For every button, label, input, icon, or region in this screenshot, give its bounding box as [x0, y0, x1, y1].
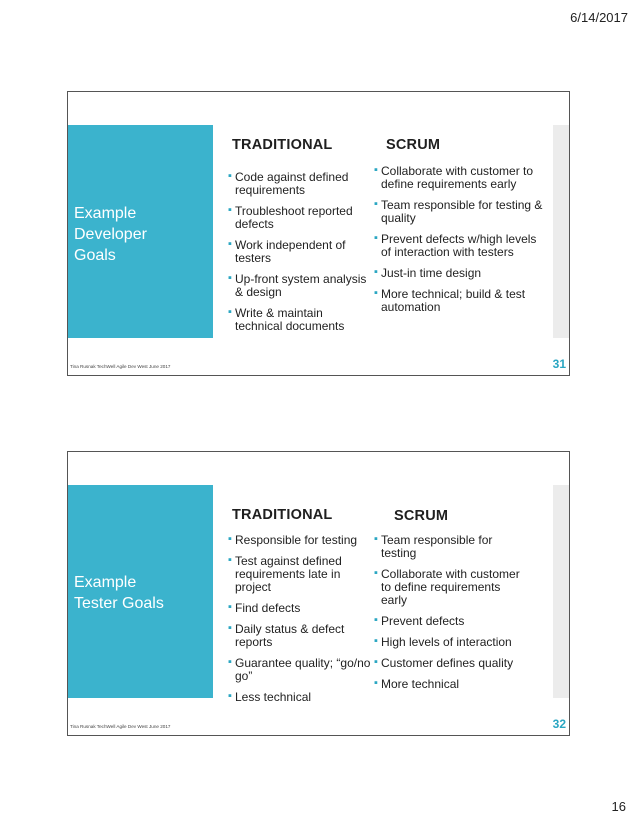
list-item-text: More technical; build & test automation	[381, 287, 526, 314]
bullet-icon: ▪	[228, 204, 232, 216]
list-item-text: Team responsible for testing & quality	[381, 198, 543, 225]
list-item-text: Guarantee quality; “go/no go”	[235, 656, 371, 683]
list-item	[228, 239, 370, 265]
list-item	[374, 636, 524, 649]
traditional-heading: TRADITIONAL	[232, 507, 333, 523]
slide-footer: Tina Rusnak TechWell Agile Dev West June 2017	[70, 364, 171, 369]
bullet-icon: ▪	[374, 635, 378, 647]
list-item-text: Daily status & defect reports	[235, 622, 345, 649]
list-item-text: Team responsible for testing	[381, 533, 493, 560]
bullet-icon: ▪	[228, 306, 232, 318]
slide-number: 32	[552, 717, 566, 731]
list-item-text: Less technical	[235, 690, 312, 704]
slide-right-strip	[553, 485, 569, 698]
slide-title	[74, 572, 164, 614]
bullet-icon: ▪	[374, 567, 378, 579]
list-item	[228, 657, 372, 683]
list-item-text: Work independent of testers	[235, 238, 346, 265]
scrum-list	[374, 165, 546, 322]
scrum-list	[374, 534, 524, 699]
list-item	[374, 267, 546, 280]
bullet-icon: ▪	[374, 232, 378, 244]
list-item	[228, 273, 370, 299]
list-item	[374, 534, 524, 560]
list-item	[228, 555, 372, 594]
traditional-list	[228, 534, 372, 712]
list-item	[374, 233, 546, 259]
traditional-list	[228, 171, 370, 341]
list-item-text: Responsible for testing	[235, 533, 358, 547]
bullet-icon: ▪	[374, 198, 378, 210]
bullet-icon: ▪	[228, 170, 232, 182]
list-item-text: Collaborate with customer to define requirements early	[381, 164, 534, 191]
bullet-icon: ▪	[228, 238, 232, 250]
slide-number: 31	[552, 357, 566, 371]
list-item	[374, 678, 524, 691]
slide-side-panel	[68, 125, 213, 338]
list-item	[228, 623, 372, 649]
bullet-icon: ▪	[228, 601, 232, 613]
list-item	[374, 288, 546, 314]
bullet-icon: ▪	[374, 656, 378, 668]
list-item-text: More technical	[381, 677, 460, 691]
slide-side-panel	[68, 485, 213, 698]
bullet-icon: ▪	[374, 266, 378, 278]
scrum-heading: SCRUM	[394, 508, 449, 524]
list-item	[228, 691, 372, 704]
list-item-text: Prevent defects w/high levels of interaction with testers	[381, 232, 537, 259]
list-item	[228, 602, 372, 615]
list-item-text: Troubleshoot reported defects	[235, 204, 353, 231]
list-item	[228, 171, 370, 197]
bullet-icon: ▪	[374, 533, 378, 545]
list-item	[374, 165, 546, 191]
list-item	[374, 568, 524, 607]
list-item	[374, 657, 524, 670]
traditional-heading: TRADITIONAL	[232, 137, 333, 153]
page-number: 16	[611, 799, 626, 814]
scrum-heading: SCRUM	[386, 137, 441, 153]
slide-right-strip	[553, 125, 569, 338]
list-item	[374, 199, 546, 225]
list-item-text: High levels of interaction	[381, 635, 512, 649]
list-item-text: Test against defined requirements late in project	[235, 554, 342, 594]
bullet-icon: ▪	[374, 614, 378, 626]
bullet-icon: ▪	[228, 272, 232, 284]
bullet-icon: ▪	[374, 164, 378, 176]
list-item-text: Up-front system analysis & design	[235, 272, 367, 299]
bullet-icon: ▪	[374, 677, 378, 689]
slide-title-line: Example	[74, 574, 137, 591]
list-item-text: Prevent defects	[381, 614, 465, 628]
bullet-icon: ▪	[228, 554, 232, 566]
slide-title	[74, 203, 147, 266]
list-item	[374, 615, 524, 628]
slide-32	[67, 451, 570, 736]
slide-title-line: Example	[74, 205, 137, 222]
list-item	[228, 205, 370, 231]
list-item	[228, 307, 370, 333]
slide-footer: Tina Rusnak TechWell Agile Dev West June 2017	[70, 724, 171, 729]
list-item-text: Write & maintain technical documents	[235, 306, 345, 333]
bullet-icon: ▪	[228, 656, 232, 668]
list-item	[228, 534, 372, 547]
slide-title-line: Goals	[74, 247, 116, 264]
bullet-icon: ▪	[228, 533, 232, 545]
slide-title-line: Developer	[74, 226, 147, 243]
slide-title-line: Tester Goals	[74, 595, 164, 612]
bullet-icon: ▪	[228, 622, 232, 634]
list-item-text: Customer defines quality	[381, 656, 514, 670]
page-date: 6/14/2017	[570, 10, 628, 25]
list-item-text: Code against defined requirements	[235, 170, 349, 197]
bullet-icon: ▪	[374, 287, 378, 299]
bullet-icon: ▪	[228, 690, 232, 702]
list-item-text: Collaborate with customer to define requirements early	[381, 567, 520, 607]
list-item-text: Find defects	[235, 601, 301, 615]
list-item-text: Just-in time design	[381, 266, 482, 280]
slide-31	[67, 91, 570, 376]
